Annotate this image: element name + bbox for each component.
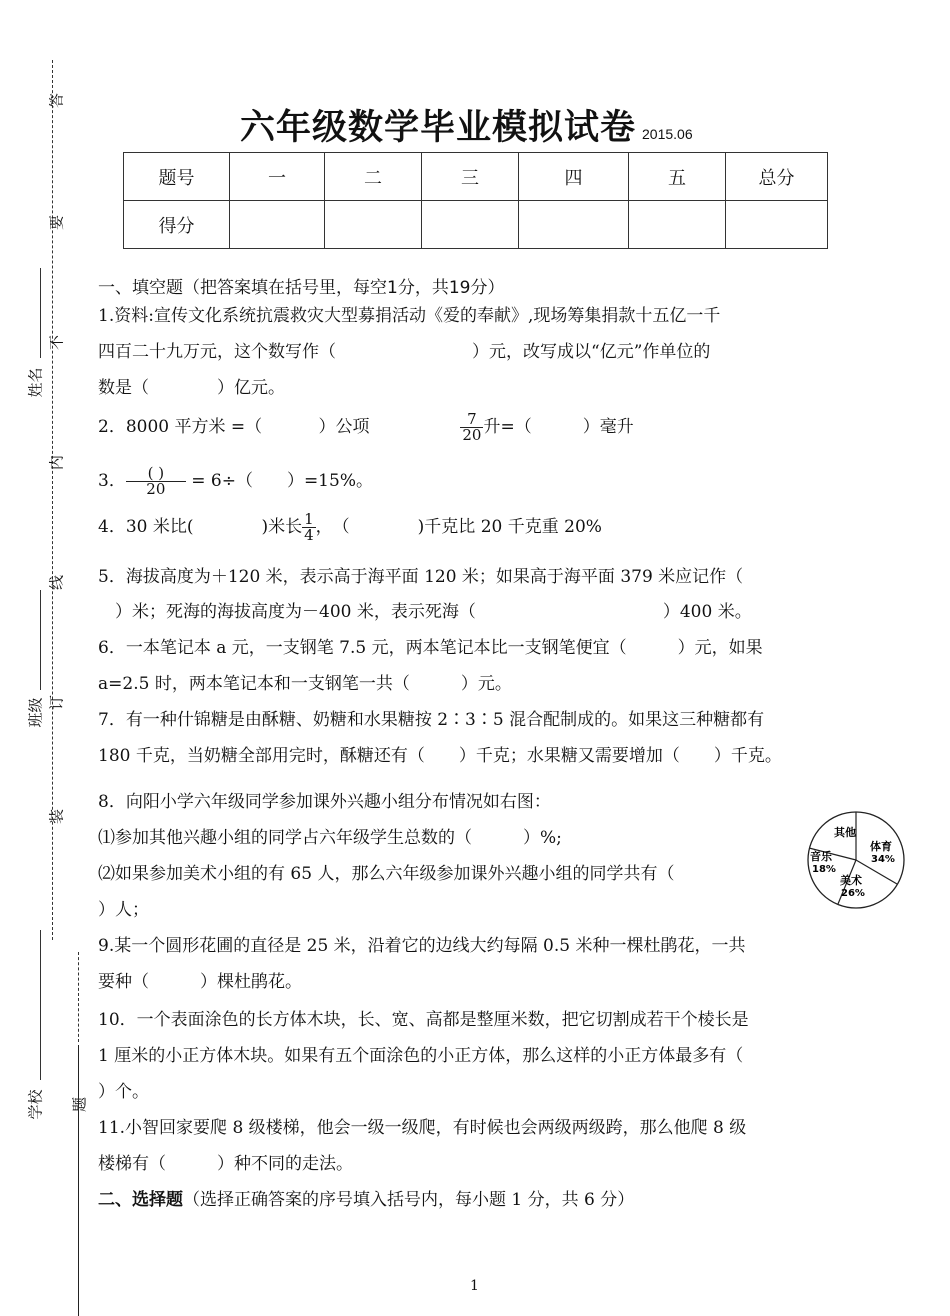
section2-heading-rest: （选择正确答案的序号填入括号内，每小题 1 分，共 6 分）: [183, 1190, 635, 1210]
fraction-denominator: 4: [304, 526, 314, 544]
score-cell-q2: 二: [325, 153, 422, 201]
score-input-total[interactable]: [726, 201, 828, 249]
question-10-line-3: ）个。: [98, 1082, 149, 1102]
question-4-part-a: 4．30 米比( )米长: [98, 517, 303, 537]
score-table-header-row: [124, 153, 828, 201]
exam-date: 2015.06: [642, 126, 693, 142]
score-cell-label: 题号: [124, 153, 230, 201]
question-3-prefix: 3．: [98, 471, 126, 491]
question-4: [98, 510, 602, 544]
score-cell-q1: 一: [230, 153, 325, 201]
margin-char-xian: 线: [47, 575, 66, 591]
name-field-line: [40, 268, 41, 358]
score-input-q3[interactable]: [422, 201, 519, 249]
question-1-line-2: 四百二十九万元，这个数写作（ ）元，改写成以“亿元”作单位的: [98, 342, 711, 362]
pie-label-music: 音乐: [810, 850, 832, 863]
margin-char-bu: 不: [47, 335, 66, 351]
question-2-part-b: 升=（ ）毫升: [483, 417, 634, 437]
question-7-line-1: 7．有一种什锦糖是由酥糖、奶糖和水果糖按 2∶3∶5 混合配制成的。如果这三种糖都有: [98, 710, 765, 730]
question-1-line-3: 数是（ ）亿元。: [98, 378, 285, 398]
school-field-line: [40, 930, 41, 1080]
fraction-blank-20: [126, 466, 186, 497]
question-6-line-2: a=2.5 时，两本笔记本和一支钢笔一共（ ）元。: [98, 674, 512, 694]
interest-group-pie-chart: [804, 808, 908, 912]
exam-header: [240, 100, 693, 150]
question-8-line-4: ）人；: [98, 900, 149, 920]
question-10-line-1: 10．一个表面涂色的长方体木块，长、宽、高都是整厘米数，把它切割成若干个棱长是: [98, 1010, 749, 1030]
pie-pct-sports: 34%: [871, 854, 895, 865]
question-2-part-a: 2．8000 平方米 =（ ）公项: [98, 417, 370, 437]
question-9-line-1: 9.某一个圆形花圃的直径是 25 米，沿着它的边线大约每隔 0.5 米种一棵杜鹃花，一共: [98, 936, 746, 956]
margin-char-yao: 要: [47, 215, 66, 231]
pie-label-art: 美术: [840, 874, 862, 887]
question-1-line-1: 1.资料:宣传文化系统抗震救灾大型募捐活动《爱的奉献》,现场筹集捐款十五亿一千: [98, 306, 721, 326]
question-10-line-2: 1 厘米的小正方体木块。如果有五个面涂色的小正方体，那么这样的小正方体最多有（: [98, 1046, 744, 1066]
score-cell-q5: 五: [629, 153, 726, 201]
score-row-label: 得分: [124, 201, 230, 249]
question-7-line-2: 180 千克，当奶糖全部用完时，酥糖还有（ ）千克；水果糖又需要增加（ ）千克。: [98, 746, 782, 766]
question-8-line-1: 8．向阳小学六年级同学参加课外兴趣小组分布情况如右图：: [98, 792, 551, 812]
score-input-q2[interactable]: [325, 201, 422, 249]
inner-dashed-line: [78, 952, 79, 1042]
fraction-denominator: 20: [462, 426, 482, 444]
question-11-line-2: 楼梯有（ ）种不同的走法。: [98, 1154, 353, 1174]
section2-heading: [98, 1183, 634, 1217]
score-input-q4[interactable]: [519, 201, 629, 249]
margin-char-ti: 题: [70, 1097, 89, 1113]
fraction-7-20: [460, 412, 483, 443]
score-table-score-row: [124, 201, 828, 249]
exam-title: 六年级数学毕业模拟试卷: [240, 108, 637, 148]
score-input-q5[interactable]: [629, 201, 726, 249]
margin-char-ding: 订: [47, 695, 66, 711]
question-3: [98, 464, 373, 498]
fraction-denominator: 20: [126, 481, 186, 497]
question-8-line-2: ⑴参加其他兴趣小组的同学占六年级学生总数的（ ）%;: [98, 828, 562, 848]
question-5-line-2: ）米；死海的海拔高度为－400 米，表示死海（ ）400 米。: [98, 602, 752, 622]
section1-heading: 一、填空题（把答案填在括号里，每空1分，共19分）: [98, 278, 505, 298]
margin-char-nei: 内: [47, 455, 66, 471]
question-9-line-2: 要种（ ）棵杜鹃花。: [98, 972, 302, 992]
pie-label-other: 其他: [834, 826, 856, 839]
question-8-line-3: ⑵如果参加美术小组的有 65 人，那么六年级参加课外兴趣小组的同学共有（: [98, 864, 675, 884]
fraction-numerator: ( ): [147, 464, 165, 482]
fraction-1-4: [302, 512, 316, 543]
fraction-numerator: 7: [467, 410, 477, 428]
margin-char-da: 答: [47, 93, 66, 109]
binding-solid-line: [78, 1045, 79, 1316]
school-label: 学校: [26, 1089, 45, 1120]
pie-pct-music: 18%: [812, 864, 836, 875]
score-cell-total: 总分: [726, 153, 828, 201]
question-2: [98, 410, 634, 444]
page-number: 1: [470, 1278, 479, 1294]
class-label: 班级: [26, 697, 45, 728]
question-5-line-1: 5．海拔高度为＋120 米，表示高于海平面 120 米；如果高于海平面 379 米应记作（: [98, 567, 744, 587]
section2-heading-bold: 二、选择题: [98, 1190, 183, 1210]
pie-label-sports: 体育: [870, 840, 892, 853]
fraction-numerator: 1: [304, 510, 314, 528]
score-cell-q3: 三: [422, 153, 519, 201]
question-11-line-1: 11.小智回家要爬 8 级楼梯，他会一级一级爬，有时候也会两级两级跨，那么他爬 8 级: [98, 1118, 747, 1138]
pie-pct-art: 26%: [841, 888, 865, 899]
name-label: 姓名: [26, 367, 45, 398]
question-3-suffix: = 6÷（ ）=15%。: [185, 471, 373, 491]
question-4-part-b: ， （ )千克比 20 千克重 20%: [315, 517, 602, 537]
question-6-line-1: 6．一本笔记本 a 元，一支钢笔 7.5 元，两本笔记本比一支钢笔便宜（ ）元，如果: [98, 638, 763, 658]
score-table: [123, 152, 828, 249]
class-field-line: [40, 590, 41, 690]
margin-char-zhuang: 装: [47, 809, 66, 825]
score-input-q1[interactable]: [230, 201, 325, 249]
score-cell-q4: 四: [519, 153, 629, 201]
